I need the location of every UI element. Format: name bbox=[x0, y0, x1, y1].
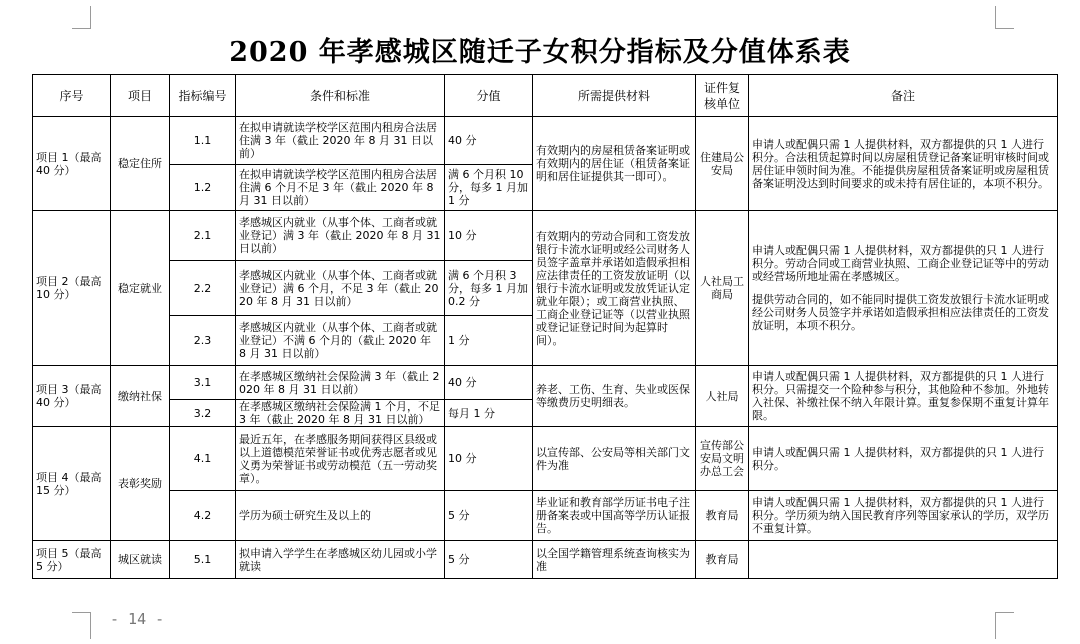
group-seq: 项目 1（最高 40 分） bbox=[33, 117, 111, 211]
materials-text: 有效期内的劳动合同和工资发放银行卡流水证明或经公司财务人员签字盖章并承诺如造假承担相应法律责任的工资发放证明（以银行卡流水证明或发放凭证认定就业年限）；或工商营业执照、工商企业登记证等（以营业执照或登记证登记时间为起算时间）。 bbox=[533, 211, 696, 366]
header-unit: 证件复核单位 bbox=[696, 75, 749, 117]
table-row bbox=[33, 366, 1058, 400]
group-item: 城区就读 bbox=[111, 541, 170, 579]
review-unit: 宣传部公安局文明办总工会 bbox=[696, 427, 749, 491]
materials-text: 有效期内的房屋租赁备案证明或有效期内的居住证（租赁备案证明和居住证提供其一即可）。 bbox=[533, 117, 696, 211]
group-seq: 项目 3（最高 40 分） bbox=[33, 366, 111, 427]
review-unit: 人社局工商局 bbox=[696, 211, 749, 366]
header-row bbox=[33, 75, 1058, 117]
group-seq: 项目 2（最高 10 分） bbox=[33, 211, 111, 366]
group-item: 稳定住所 bbox=[111, 117, 170, 211]
indicator-code: 4.1 bbox=[170, 427, 236, 491]
indicator-code: 1.2 bbox=[170, 165, 236, 211]
header-code: 指标编号 bbox=[170, 75, 236, 117]
score-text: 满 6 个月积 10 分，每多 1 月加 1 分 bbox=[445, 165, 533, 211]
remark-paragraph: 提供劳动合同的，如不能同时提供工资发放银行卡流水证明或经公司财务人员签字并承诺如造假承担相应法律责任的工资发放证明，本项不积分。 bbox=[752, 293, 1049, 332]
indicator-code: 3.1 bbox=[170, 366, 236, 400]
score-text: 40 分 bbox=[445, 366, 533, 400]
header-materials: 所需提供材料 bbox=[533, 75, 696, 117]
table-row bbox=[33, 541, 1058, 579]
materials-text: 以全国学籍管理系统查询核实为准 bbox=[533, 541, 696, 579]
table-row bbox=[33, 211, 1058, 261]
score-text: 1 分 bbox=[445, 316, 533, 366]
indicator-code: 1.1 bbox=[170, 117, 236, 165]
remark-text: 申请人或配偶只需 1 人提供材料，双方都提供的只 1 人进行积分。 bbox=[749, 427, 1058, 491]
score-text: 5 分 bbox=[445, 491, 533, 541]
remark-text bbox=[749, 211, 1058, 366]
page-title: 2020 年孝感城区随迁子女积分指标及分值体系表 bbox=[229, 37, 851, 68]
header-seq: 序号 bbox=[33, 75, 111, 117]
materials-text: 养老、工伤、生育、失业或医保等缴费历史明细表。 bbox=[533, 366, 696, 427]
remark-paragraph: 申请人或配偶只需 1 人提供材料，双方都提供的只 1 人进行积分。劳动合同或工商营业执照、工商企业登记证等中的劳动或经营场所地址需在孝感城区。 bbox=[752, 244, 1049, 283]
condition-text: 学历为硕士研究生及以上的 bbox=[236, 491, 445, 541]
crop-mark-bottom-right bbox=[995, 612, 1014, 639]
materials-text: 以宣传部、公安局等相关部门文件为准 bbox=[533, 427, 696, 491]
table-row bbox=[33, 427, 1058, 491]
condition-text: 最近五年，在孝感服务期间获得区县级或以上道德模范荣誉证书或优秀志愿者或见义勇为荣誉证书或劳动模范（五一劳动奖章）。 bbox=[236, 427, 445, 491]
crop-mark-top-right bbox=[995, 6, 1014, 29]
score-text: 满 6 个月积 3 分，每多 1 月加 0.2 分 bbox=[445, 261, 533, 316]
crop-mark-bottom-left bbox=[72, 612, 91, 639]
group-item: 缴纳社保 bbox=[111, 366, 170, 427]
indicator-code: 3.2 bbox=[170, 400, 236, 427]
review-unit: 人社局 bbox=[696, 366, 749, 427]
indicator-code: 2.3 bbox=[170, 316, 236, 366]
table-row bbox=[33, 117, 1058, 165]
review-unit: 教育局 bbox=[696, 541, 749, 579]
score-text: 10 分 bbox=[445, 211, 533, 261]
materials-text: 毕业证和教育部学历证书电子注册备案表或中国高等学历认证报告。 bbox=[533, 491, 696, 541]
indicator-code: 2.2 bbox=[170, 261, 236, 316]
group-seq: 项目 4（最高 15 分） bbox=[33, 427, 111, 541]
crop-mark-top-left bbox=[72, 6, 91, 29]
indicator-code: 4.2 bbox=[170, 491, 236, 541]
condition-text: 孝感城区内就业（从事个体、工商者或就业登记）不满 6 个月的（截止 2020 年 8 月 31 日以前） bbox=[236, 316, 445, 366]
group-item: 表彰奖励 bbox=[111, 427, 170, 541]
review-unit: 住建局公安局 bbox=[696, 117, 749, 211]
condition-text: 孝感城区内就业（从事个体、工商者或就业登记）满 6 个月，不足 3 年（截止 2020 年 8 月 31 日以前） bbox=[236, 261, 445, 316]
condition-text: 在孝感城区缴纳社会保险满 1 个月，不足 3 年（截止 2020 年 8 月 31 日以前） bbox=[236, 400, 445, 427]
condition-text: 拟申请入学学生在孝感城区幼儿园或小学就读 bbox=[236, 541, 445, 579]
score-text: 5 分 bbox=[445, 541, 533, 579]
remark-text: 申请人或配偶只需 1 人提供材料，双方都提供的只 1 人进行积分。学历须为纳入国民教育序列等国家承认的学历，双学历不重复计算。 bbox=[749, 491, 1058, 541]
condition-text: 在孝感城区缴纳社会保险满 3 年（截止 2020 年 8 月 31 日以前） bbox=[236, 366, 445, 400]
page-number: - 14 - bbox=[110, 610, 165, 628]
header-condition: 条件和标准 bbox=[236, 75, 445, 117]
score-text: 10 分 bbox=[445, 427, 533, 491]
group-item: 稳定就业 bbox=[111, 211, 170, 366]
indicator-code: 2.1 bbox=[170, 211, 236, 261]
indicator-code: 5.1 bbox=[170, 541, 236, 579]
score-text: 每月 1 分 bbox=[445, 400, 533, 427]
remark-text bbox=[749, 541, 1058, 579]
remark-text: 申请人或配偶只需 1 人提供材料，双方都提供的只 1 人进行积分。只需提交一个险种参与积分，其他险种不参加。外地转入社保、补缴社保不纳入年限计算。重复参保期不重复计算年限。 bbox=[749, 366, 1058, 427]
condition-text: 在拟申请就读学校学区范围内租房合法居住满 6 个月不足 3 年（截止 2020 年 8 月 31 日以前） bbox=[236, 165, 445, 211]
remark-text: 申请人或配偶只需 1 人提供材料，双方都提供的只 1 人进行积分。合法租赁起算时间以房屋租赁登记备案证明审核时间或居住证申领时间为准。不能提供房屋租赁备案证明或房屋租赁备案证明没达到时间要求的或未持有居住证的，本项不积分。 bbox=[749, 117, 1058, 211]
points-table bbox=[32, 74, 1058, 579]
group-seq: 项目 5（最高 5 分） bbox=[33, 541, 111, 579]
condition-text: 孝感城区内就业（从事个体、工商者或就业登记）满 3 年（截止 2020 年 8 月 31 日以前） bbox=[236, 211, 445, 261]
header-item: 项目 bbox=[111, 75, 170, 117]
header-remark: 备注 bbox=[749, 75, 1058, 117]
table-row bbox=[33, 491, 1058, 541]
header-score: 分值 bbox=[445, 75, 533, 117]
score-text: 40 分 bbox=[445, 117, 533, 165]
review-unit: 教育局 bbox=[696, 491, 749, 541]
condition-text: 在拟申请就读学校学区范围内租房合法居住满 3 年（截止 2020 年 8 月 31 日以前） bbox=[236, 117, 445, 165]
